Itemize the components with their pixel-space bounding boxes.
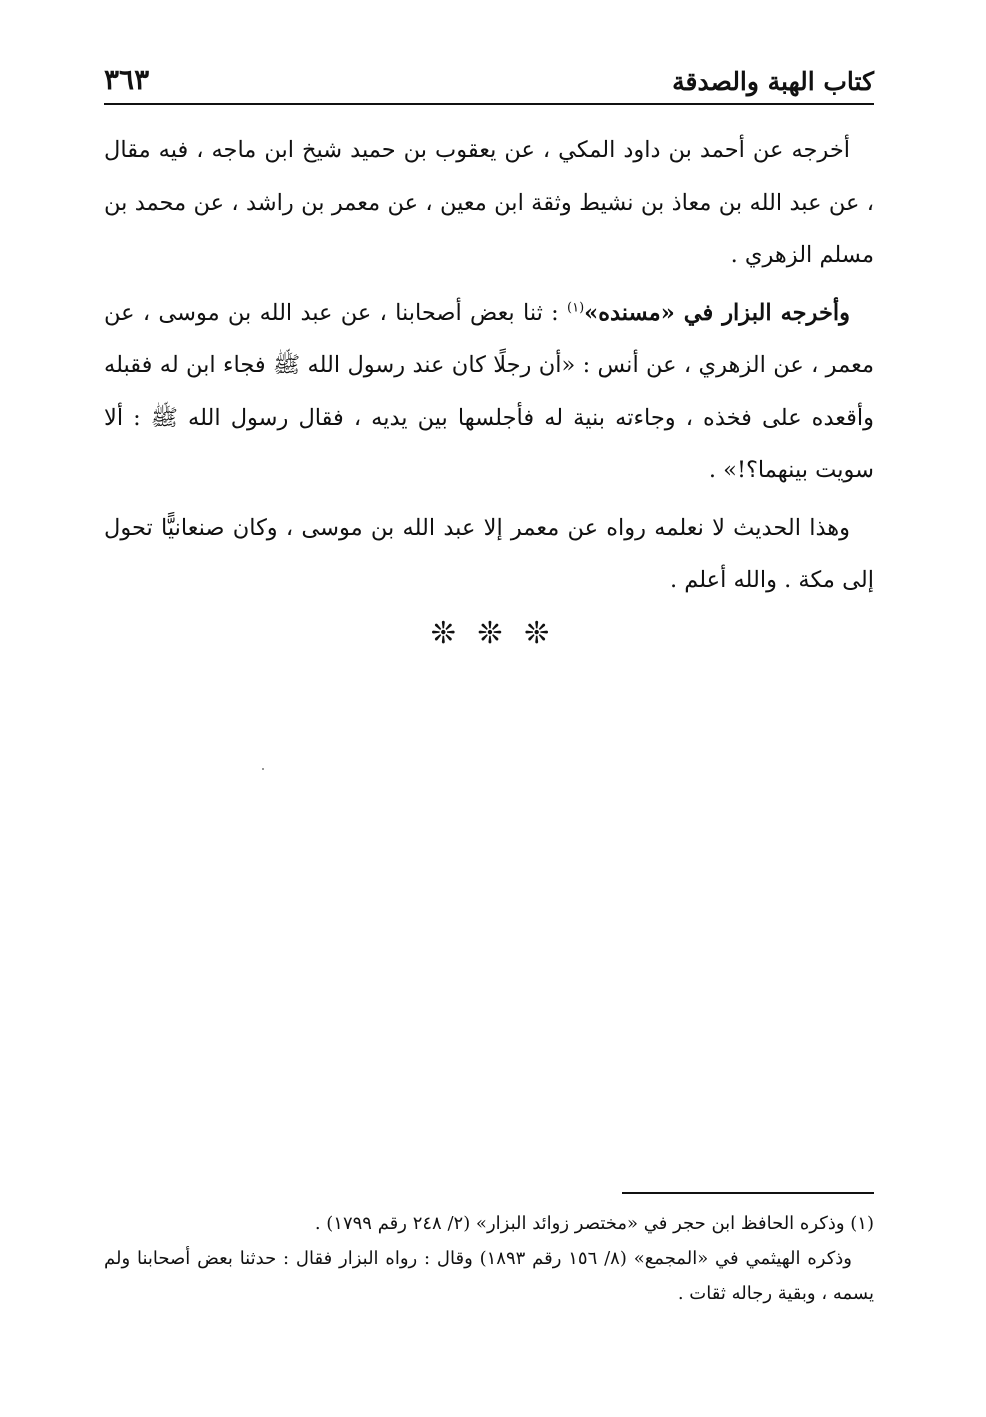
paragraph-2 bbox=[104, 287, 874, 497]
footnote-rule bbox=[622, 1192, 874, 1194]
scan-speck bbox=[262, 768, 264, 770]
footnote-1: (١) وذكره الحافظ ابن حجر في «مختصر زوائد البزار» (٢/ ٢٤٨ رقم ١٧٩٩) . bbox=[314, 1213, 874, 1234]
footnote-reference[interactable]: (١) bbox=[567, 300, 585, 315]
paragraph-2-lead: وأخرجه البزار في «مسنده» bbox=[584, 299, 850, 326]
section-separator: ❊ ❊ ❊ bbox=[430, 616, 556, 651]
paragraph-1: أخرجه عن أحمد بن داود المكي ، عن يعقوب بن حميد شيخ ابن ماجه ، فيه مقال ، عن عبد الله بن معاذ بن نشيط وثقة ابن معين ، عن معمر بن راشد ، عن محمد بن مسلم الزهري . bbox=[104, 137, 874, 268]
main-text bbox=[104, 124, 874, 612]
paragraph-2-text: : ثنا بعض أصحابنا ، عن عبد الله بن موسى ، عن معمر ، عن الزهري ، عن أنس : «أن رجلًا كان عند رسول الله ﷺ فجاء ابن له فقبله وأقعده على فخذه ، وجاءته بنية له فأجلسها بين يديه ، فقال رسول الله ﷺ : ألا سويت بينهما؟!» . bbox=[104, 299, 874, 483]
paragraph-3: وهذا الحديث لا نعلمه رواه عن معمر إلا عبد الله بن موسى ، وكان صنعانيًّا تحول إلى مكة . والله أعلم . bbox=[104, 514, 874, 593]
chapter-title: كتاب الهبة والصدقة bbox=[672, 67, 874, 96]
footnote-1-continuation: وذكره الهيثمي في «المجمع» (٨/ ١٥٦ رقم ١٨٩٣) وقال : رواه البزار فقال : حدثنا بعض أصحابنا ولم يسمه ، وبقية رجاله ثقات . bbox=[104, 1248, 874, 1304]
page-number: ٣٦٣ bbox=[104, 63, 150, 96]
header-rule bbox=[104, 103, 874, 105]
footnotes bbox=[104, 1206, 874, 1311]
running-header bbox=[104, 62, 874, 102]
